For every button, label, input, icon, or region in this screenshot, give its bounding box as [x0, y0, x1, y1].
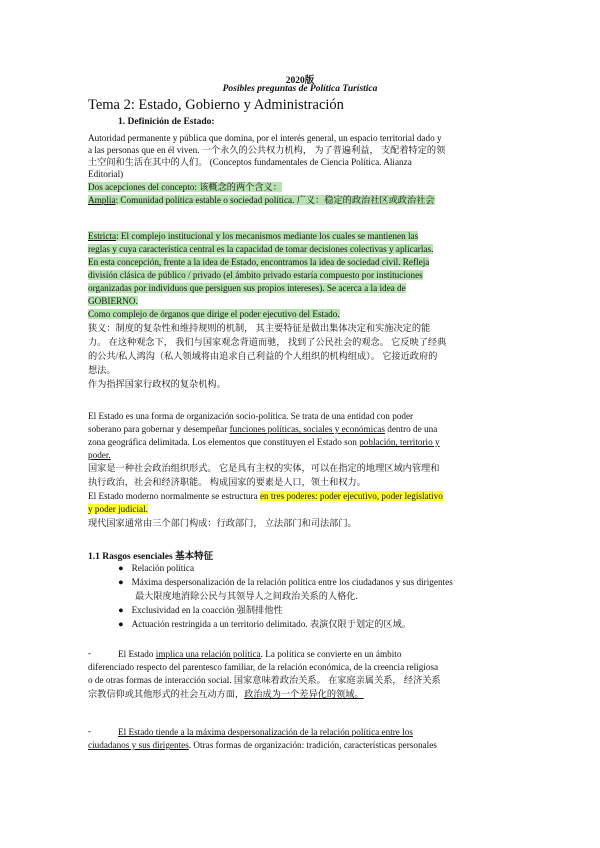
bullet-1 — [118, 562, 194, 574]
funciones-link: funciones políticas, sociales y económicas — [229, 424, 385, 434]
doc-year: 2020版 — [285, 76, 315, 86]
bullet-3 — [118, 604, 283, 616]
estricta-text-5: organizadas por individuos que persiguen sus propios intereses). Se acerca a la idea de — [88, 283, 406, 293]
dash1-b: . La política se convierte en un ámbito — [260, 649, 402, 659]
amplia-text: : Comunidad política estable o sociedad política. 广义：稳定的政治社区或政治社会 — [115, 195, 435, 205]
estricta-line-6 — [88, 295, 518, 307]
estado-line-1: El Estado es una forma de organización socio-política. Se trata de una entidad con poder — [88, 411, 414, 421]
tres-poderes-text: en tres poderes: poder ejecutivo, poder legislativo — [259, 491, 443, 501]
dash1-line-1 — [118, 648, 548, 660]
bullet-dot-icon: ● — [118, 605, 124, 615]
dash1-line-2: diferenciado respecto del parentesco familiar, de la relación económica, de la creencia religiosa — [88, 662, 439, 672]
bullet-text-1: Relación política — [131, 563, 195, 573]
cn-line-1: 狭义：制度的复杂性和维持规则的机制， 其主要特征是做出集体决定和实施决定的能 — [88, 323, 431, 333]
moderno-line — [88, 490, 518, 502]
estado-line-3 — [88, 436, 518, 448]
estado-line-4 — [88, 449, 518, 461]
bullet-dot-icon: ● — [118, 577, 124, 587]
estricta-text-4: división clásica de público / privado (el ámbito privado estaría compuesto por instituciones — [88, 270, 423, 280]
dash1-line-3: o de otras formas de interacción social. 国家意味着政治关系。 在家庭亲属关系， 经济关系 — [88, 675, 441, 685]
bullet-text-3: Exclusividad en la coacción 强制排他性 — [131, 605, 283, 615]
estricta-line-5 — [88, 282, 518, 294]
bullet-4 — [118, 618, 411, 630]
bullet-text-2: Máxima despersonalización de la relación política entre los ciudadanos y sus dirigentes — [131, 577, 453, 587]
poder-text: poder. — [88, 450, 111, 460]
estricta-text-1: : El complejo institucional y los mecanismos mediante los cuales se mantienen las — [116, 231, 419, 241]
doc-title: Tema 2: Estado, Gobierno y Administración — [88, 97, 344, 113]
doc-subtitle: Posibles preguntas de Política Turística — [222, 84, 378, 94]
dash1-a: El Estado — [118, 649, 156, 659]
dash2-line-2 — [88, 739, 518, 751]
amplia-line — [88, 194, 518, 206]
estricta-line-4 — [88, 269, 518, 281]
estado-cn-2: 执行政治，社会和经济职能。 构成国家的要素是人口，领土和权力。 — [88, 477, 366, 487]
section-heading-rasgos: 1.1 Rasgos esenciales 基本特征 — [88, 552, 214, 562]
bullet-text-4: Actuación restringida a un territorio delimitado. 表演仅限于划定的区域。 — [131, 619, 411, 629]
poblacion-text: población, territorio y — [359, 437, 440, 447]
acepciones-text: Dos acepciones del concepto: 该概念的两个含义： — [88, 182, 282, 192]
judicial-text: y poder judicial. — [88, 504, 148, 514]
dash2-underline-1: El Estado tiende a la máxima despersonalización de la relación política entre los — [118, 727, 413, 737]
section-heading-definicion: 1. Definición de Estado: — [118, 117, 215, 127]
estricta-line-2 — [88, 243, 518, 255]
dash1-underline: implica una relación política — [155, 649, 261, 659]
def-line-1: Autoridad permanente y pública que domina, por el interés general, un espacio territorial dado y — [88, 133, 442, 143]
judicial-line — [88, 503, 518, 515]
estricta-line-1 — [88, 230, 518, 242]
estricta-line-3 — [88, 256, 518, 268]
def-line-4: Editorial) — [88, 169, 124, 179]
dash1-line-4 — [88, 688, 518, 700]
moderno-text: El Estado moderno normalmente se estructura — [88, 491, 260, 501]
estado-text-3: zona geográfica delimitada. Los elementos que constituyen el Estado son — [88, 437, 360, 447]
bullet-2-cont: 最大限度地消除公民与其领导人之间政治关系的人格化. — [135, 591, 358, 601]
estricta-text-6: GOBIERNO. — [88, 296, 138, 306]
bullet-dot-icon: ● — [118, 563, 124, 573]
estado-text-2: soberano para gobernar y desempeñar — [88, 424, 230, 434]
def-line-2: a las personas que en él viven. 一个永久的公共权力机构， 为了普遍利益， 支配着特定的领 — [88, 145, 446, 155]
cn-line-5: 作为指挥国家行政权的复杂机构。 — [88, 379, 226, 389]
bullet-dot-icon: ● — [118, 619, 124, 629]
dash-1: - — [88, 648, 92, 658]
estricta-text-2: reglas y cuya característica central es la capacidad de tomar decisiones colectivas y aplicarlas. — [88, 244, 434, 254]
dash-2: - — [88, 726, 92, 736]
estricta-label: Estricta — [88, 231, 117, 241]
acepciones-line — [88, 181, 518, 193]
dash1-l4a: 宗教信仰或其他形式的社会互动方面， — [88, 689, 245, 699]
def-line-3: 土空间和生活在其中的人们。 (Conceptos fundamentales de Ciencia Política. Alianza — [88, 157, 412, 167]
cn-line-3: 的公共/私人鸿沟（私人领域将由追求自己利益的个人组织的机构组成）。 它接近政府的 — [88, 351, 438, 361]
estricta-text-3: En esta concepción, frente a la idea de Estado, encontramos la idea de sociedad civil. Refleja — [88, 257, 430, 267]
complejo-line — [88, 308, 518, 320]
cn-line-2: 力。 在这种观念下， 我们与国家观念背道而驰， 找到了公民社会的观念。 它反映了经典 — [88, 337, 447, 347]
bullet-2 — [118, 576, 453, 588]
complejo-text: Como complejo de órganos que dirige el poder ejecutivo del Estado. — [88, 309, 340, 319]
dentro-text: dentro de una — [384, 424, 438, 434]
estado-cn-3: 现代国家通常由三个部门构成：行政部门， 立法部门和司法部门。 — [88, 518, 357, 528]
dash2-underline-2: ciudadanos y sus dirigentes — [88, 740, 189, 750]
estado-cn-1: 国家是一种社会政治组织形式。 它是具有主权的实体，可以在指定的地理区域内管理和 — [88, 463, 440, 473]
dash2-line-1 — [118, 726, 548, 738]
cn-line-4: 想法。 — [88, 365, 116, 375]
estado-line-2 — [88, 423, 518, 435]
dash2-b: . Otras formas de organización: tradición, características personales — [188, 740, 437, 750]
dash1-l4u: 政治成为一个差异化的领域。 — [244, 689, 364, 699]
amplia-label: Amplia — [88, 195, 116, 205]
